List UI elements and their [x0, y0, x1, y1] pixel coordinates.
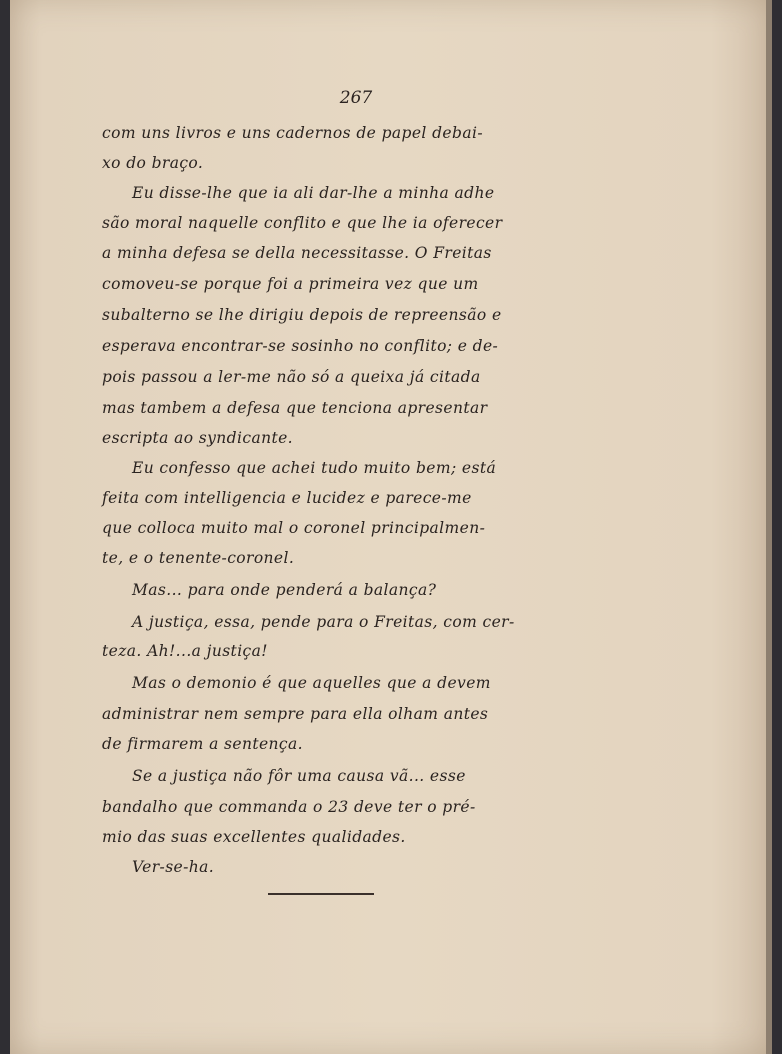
page-number: 267: [339, 88, 373, 108]
page-edge: [766, 0, 772, 1054]
text-line: que colloca muito mal o coronel principalmen-: [102, 519, 486, 537]
text-line: mio das suas excellentes qualidades.: [102, 828, 406, 846]
text-line: pois passou a ler-me não só a queixa já citada: [102, 368, 481, 386]
text-line: escripta ao syndicante.: [102, 429, 293, 447]
text-line: te, e o tenente-coronel.: [102, 549, 295, 567]
text-line: esperava encontrar-se sosinho no conflito; e de-: [102, 337, 499, 355]
text-line: com uns livros e uns cadernos de papel debai-: [102, 124, 483, 142]
text-line: Mas... para onde penderá a balança?: [132, 581, 437, 599]
text-line: mas tambem a defesa que tenciona apresentar: [102, 399, 488, 417]
text-line: xo do braço.: [102, 154, 204, 172]
text-line: teza. Ah!...a justiça!: [102, 642, 268, 660]
text-line: são moral naquelle conflito e que lhe ia oferecer: [102, 214, 503, 232]
text-line: Eu disse-lhe que ia ali dar-lhe a minha adhe: [132, 184, 495, 202]
manuscript-page: [10, 0, 772, 1054]
text-line: Mas o demonio é que aquelles que a devem: [132, 674, 491, 692]
text-line: Ver-se-ha.: [132, 858, 215, 876]
closing-rule: [268, 893, 374, 895]
text-line: comoveu-se porque foi a primeira vez que um: [102, 275, 479, 293]
text-line: subalterno se lhe dirigiu depois de repreensão e: [102, 306, 502, 324]
text-line: Se a justiça não fôr uma causa vã... esse: [132, 767, 466, 785]
handwritten-text: [10, 0, 772, 1054]
text-line: feita com intelligencia e lucidez e parece-me: [102, 489, 472, 507]
text-line: a minha defesa se della necessitasse. O Freitas: [102, 244, 492, 262]
text-line: administrar nem sempre para ella olham antes: [102, 705, 489, 723]
text-line: de firmarem a sentença.: [102, 735, 303, 753]
text-line: A justiça, essa, pende para o Freitas, com cer-: [132, 613, 515, 631]
text-line: bandalho que commanda o 23 deve ter o pré-: [102, 798, 476, 816]
text-line: Eu confesso que achei tudo muito bem; está: [132, 459, 497, 477]
